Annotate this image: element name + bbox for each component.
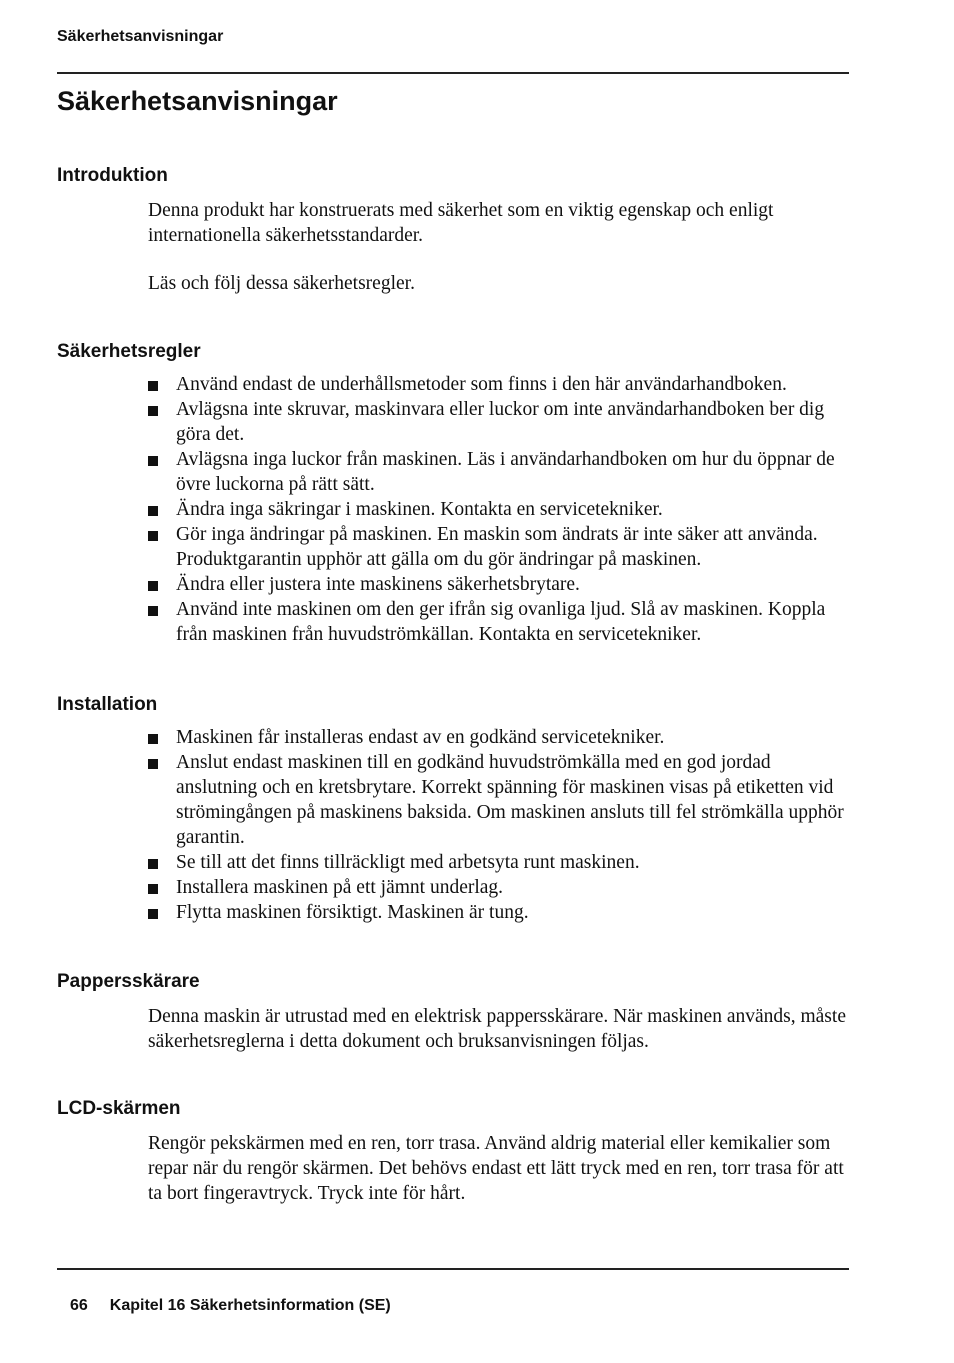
list-item bbox=[148, 372, 848, 397]
list-item bbox=[148, 875, 848, 900]
square-bullet-icon bbox=[148, 734, 158, 744]
list-item-text: Avlägsna inga luckor från maskinen. Läs i användarhandboken om hur du öppnar de övre luckorna på rätt sätt. bbox=[176, 449, 835, 495]
list-item bbox=[148, 497, 848, 522]
section-heading: Introduktion bbox=[57, 165, 168, 186]
square-bullet-icon bbox=[148, 531, 158, 541]
section-installation bbox=[57, 693, 849, 925]
footer-divider bbox=[57, 1268, 849, 1270]
section-pappersskarare bbox=[57, 970, 849, 1054]
list-item bbox=[148, 725, 848, 750]
square-bullet-icon bbox=[148, 406, 158, 416]
page-footer bbox=[70, 1297, 391, 1315]
section-introduktion bbox=[57, 164, 849, 296]
list-item bbox=[148, 597, 848, 647]
list-item bbox=[148, 447, 848, 497]
section-heading: Pappersskärare bbox=[57, 971, 200, 992]
paragraph: Läs och följ dessa säkerhetsregler. bbox=[148, 273, 415, 294]
list-item-text: Avlägsna inte skruvar, maskinvara eller luckor om inte användarhandboken ber dig göra det. bbox=[176, 399, 825, 445]
section-lcd-skarmen bbox=[57, 1097, 849, 1206]
page-title: Säkerhetsanvisningar bbox=[57, 86, 338, 116]
paragraph: Denna produkt har konstruerats med säkerhet som en viktig egenskap och enligt internationella säkerhetsstandarder. bbox=[148, 200, 774, 246]
section-sakerhetsregler bbox=[57, 340, 849, 647]
list-item-text: Gör inga ändringar på maskinen. En maskin som ändrats är inte säker att använda. Produktgarantin upphör att gälla om du gör ändringar på maskinen. bbox=[176, 524, 818, 570]
square-bullet-icon bbox=[148, 909, 158, 919]
square-bullet-icon bbox=[148, 381, 158, 391]
square-bullet-icon bbox=[148, 506, 158, 516]
paragraph: Rengör pekskärmen med en ren, torr trasa. Använd aldrig material eller kemikalier som repar när du rengör skärmen. Det behövs endast ett lätt tryck med en ren, torr trasa för att ta bort fingeravtryck. Tryck inte för hårt. bbox=[148, 1133, 844, 1204]
running-header: Säkerhetsanvisningar bbox=[57, 28, 224, 45]
square-bullet-icon bbox=[148, 456, 158, 466]
section-heading: Installation bbox=[57, 694, 158, 715]
list-item bbox=[148, 850, 848, 875]
bullet-list bbox=[148, 725, 848, 925]
list-item-text: Anslut endast maskinen till en godkänd huvudströmkälla med en god jordad anslutning och en kretsbrytare. Korrekt spänning för maskinen visas på etiketten vid strömingången på maskinens baksida. Om maskinen ansluts till fel strömkälla upphör garantin. bbox=[176, 752, 844, 848]
list-item-text: Installera maskinen på ett jämnt underlag. bbox=[176, 877, 504, 898]
list-item-text: Se till att det finns tillräckligt med arbetsyta runt maskinen. bbox=[176, 852, 640, 873]
square-bullet-icon bbox=[148, 581, 158, 591]
square-bullet-icon bbox=[148, 859, 158, 869]
list-item-text: Flytta maskinen försiktigt. Maskinen är tung. bbox=[176, 902, 529, 923]
list-item-text: Ändra eller justera inte maskinens säkerhetsbrytare. bbox=[176, 574, 580, 595]
bullet-list bbox=[148, 372, 848, 647]
square-bullet-icon bbox=[148, 759, 158, 769]
page-number: 66 bbox=[70, 1297, 88, 1314]
list-item bbox=[148, 397, 848, 447]
list-item-text: Ändra inga säkringar i maskinen. Kontakta en servicetekniker. bbox=[176, 499, 663, 520]
section-heading: Säkerhetsregler bbox=[57, 341, 201, 362]
list-item-text: Maskinen får installeras endast av en godkänd servicetekniker. bbox=[176, 727, 665, 748]
square-bullet-icon bbox=[148, 884, 158, 894]
list-item-text: Använd inte maskinen om den ger ifrån sig ovanliga ljud. Slå av maskinen. Koppla från maskinen från huvudströmkällan. Kontakta en servicetekniker. bbox=[176, 599, 826, 645]
header-divider bbox=[57, 72, 849, 74]
list-item bbox=[148, 572, 848, 597]
section-heading: LCD-skärmen bbox=[57, 1098, 181, 1119]
paragraph: Denna maskin är utrustad med en elektrisk pappersskärare. När maskinen används, måste säkerhetsreglerna i detta dokument och bruksanvisningen följas. bbox=[148, 1006, 846, 1052]
list-item-text: Använd endast de underhållsmetoder som finns i den här användarhandboken. bbox=[176, 374, 787, 395]
list-item bbox=[148, 900, 848, 925]
list-item bbox=[148, 522, 848, 572]
list-item bbox=[148, 750, 848, 850]
chapter-title: Kapitel 16 Säkerhetsinformation (SE) bbox=[109, 1297, 391, 1314]
square-bullet-icon bbox=[148, 606, 158, 616]
